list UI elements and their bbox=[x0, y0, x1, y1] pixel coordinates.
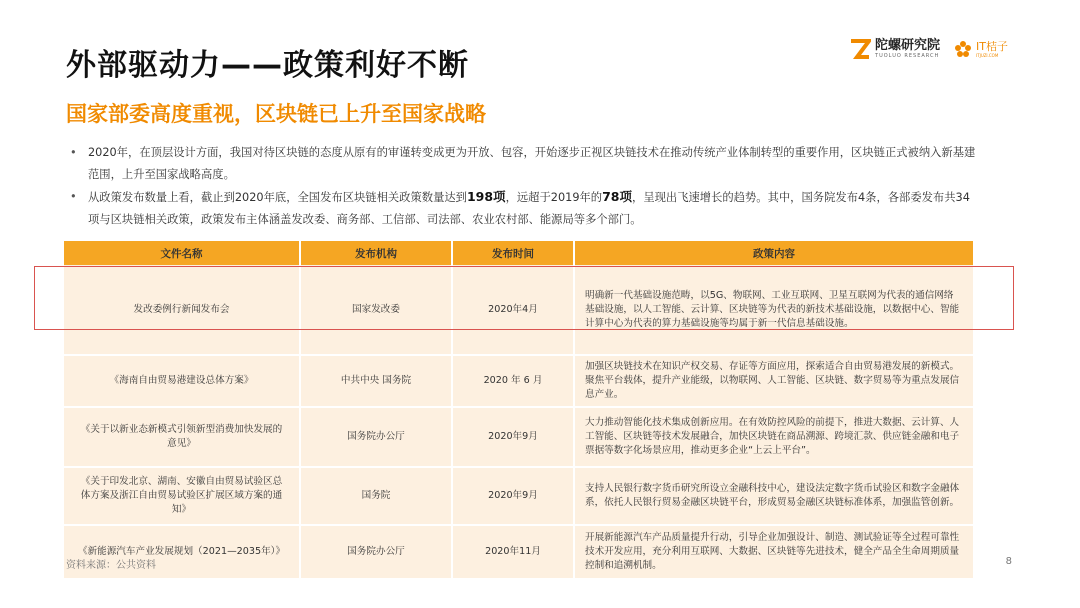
policy-count-2019: 78项 bbox=[602, 189, 633, 204]
cell-date: 2020年4月 bbox=[452, 265, 574, 355]
cell-org: 中共中央 国务院 bbox=[300, 355, 452, 407]
cell-name: 《新能源汽车产业发展规划（2021—2035年）》 bbox=[64, 525, 300, 579]
table-row bbox=[64, 467, 974, 525]
cell-date: 2020 年 6 月 bbox=[452, 355, 574, 407]
column-header-date: 发布时间 bbox=[452, 241, 574, 265]
cell-org: 国务院办公厅 bbox=[300, 407, 452, 467]
bullet-text-pre: 从政策发布数量上看，截止到2020年底，全国发布区块链相关政策数量达到 bbox=[88, 191, 467, 204]
tuoluo-logo-en: TUOLUO RESEARCH bbox=[875, 53, 940, 59]
cell-content: 开展新能源汽车产品质量提升行动，引导企业加强设计、制造、测试验证等全过程可靠性技术开发应用，充分利用互联网、大数据、区块链等先进技术，健全产品全生命周期质量控制和追溯机制。 bbox=[574, 525, 974, 579]
tuoluo-logo bbox=[849, 38, 940, 60]
itjuzi-logo-en: ITJUZI.COM bbox=[976, 52, 999, 58]
column-header-org: 发布机构 bbox=[300, 241, 452, 265]
column-header-content: 政策内容 bbox=[574, 241, 974, 265]
highlight-box bbox=[34, 266, 1014, 330]
bullet-item-2 bbox=[66, 186, 976, 231]
cell-content: 支持人民银行数字货币研究所设立金融科技中心，建设法定数字货币试验区和数字金融体系，依托人民银行贸易金融区块链平台，形成贸易金融区块链标准体系，加强监管创新。 bbox=[574, 467, 974, 525]
tuoluo-logo-name: 陀螺研究院 bbox=[875, 38, 941, 53]
source-note: 资料来源：公共资料 bbox=[66, 560, 156, 571]
bullet-text-post: ，呈现出飞速增长的趋势。其中，国务院发布4条，各部委发布共34项与区块链相关政策，政策发布主体涵盖发改委、商务部、工信部、司法部、农业农村部、能源局等多个部门。 bbox=[88, 191, 970, 226]
cell-name: 《关于以新业态新模式引领新型消费加快发展的意见》 bbox=[64, 407, 300, 467]
page-number: 8 bbox=[1005, 556, 1012, 567]
bullet-text-mid: ，远超于2019年的 bbox=[505, 191, 603, 204]
cell-org: 国务院办公厅 bbox=[300, 525, 452, 579]
cell-content: 大力推动智能化技术集成创新应用。在有效防控风险的前提下，推进大数据、云计算、人工智能、区块链等技术发展融合，加快区块链在商品溯源、跨境汇款、供应链金融和电子票据等数字化场景应用，推动更多企业“上云上平台”。 bbox=[574, 407, 974, 467]
cell-date: 2020年11月 bbox=[452, 525, 574, 579]
column-header-name: 文件名称 bbox=[64, 241, 300, 265]
bullet-text: 2020年，在顶层设计方面，我国对待区块链的态度从原有的审谨转变成更为开放、包容，开始逐步正视区块链技术在推动传统产业体制转型的重要作用，区块链正式被纳入新基建范围，上升至国家战略高度。 bbox=[88, 146, 976, 181]
cell-content: 明确新一代基础设施范畴，以5G、物联网、工业互联网、卫星互联网为代表的通信网络基础设施，以人工智能、云计算、区块链等为代表的新技术基础设施，以数据中心、智能计算中心为代表的算力基础设施等均属于新一代信息基础设施。 bbox=[574, 265, 974, 355]
tuoluo-z-icon bbox=[849, 38, 871, 60]
policy-count-2020: 198项 bbox=[466, 189, 506, 204]
cell-content: 加强区块链技术在知识产权交易、存证等方面应用，探索适合自由贸易港发展的新模式。聚焦平台载体，提升产业能级，以物联网、人工智能、区块链、数字贸易等为重点发展信息产业。 bbox=[574, 355, 974, 407]
orange-flower-icon bbox=[954, 40, 972, 58]
table-header-row bbox=[64, 241, 974, 265]
cell-org: 国家发改委 bbox=[300, 265, 452, 355]
bullet-list bbox=[66, 142, 976, 231]
table-row bbox=[64, 525, 974, 579]
table-row bbox=[64, 355, 974, 407]
cell-org: 国务院 bbox=[300, 467, 452, 525]
itjuzi-logo bbox=[954, 40, 1008, 58]
bullet-item-1 bbox=[66, 142, 976, 186]
cell-name: 《关于印发北京、湖南、安徽自由贸易试验区总体方案及浙江自由贸易试验区扩展区域方案的通知》 bbox=[64, 467, 300, 525]
itjuzi-logo-name: IT桔子 bbox=[976, 39, 1008, 53]
table-row bbox=[64, 407, 974, 467]
cell-name: 发改委例行新闻发布会 bbox=[64, 265, 300, 355]
logo-group bbox=[849, 38, 1008, 60]
page-subtitle: 国家部委高度重视，区块链已上升至国家战略 bbox=[66, 102, 486, 126]
cell-date: 2020年9月 bbox=[452, 407, 574, 467]
cell-name: 《海南自由贸易港建设总体方案》 bbox=[64, 355, 300, 407]
cell-date: 2020年9月 bbox=[452, 467, 574, 525]
page-title: 外部驱动力——政策利好不断 bbox=[66, 48, 469, 83]
